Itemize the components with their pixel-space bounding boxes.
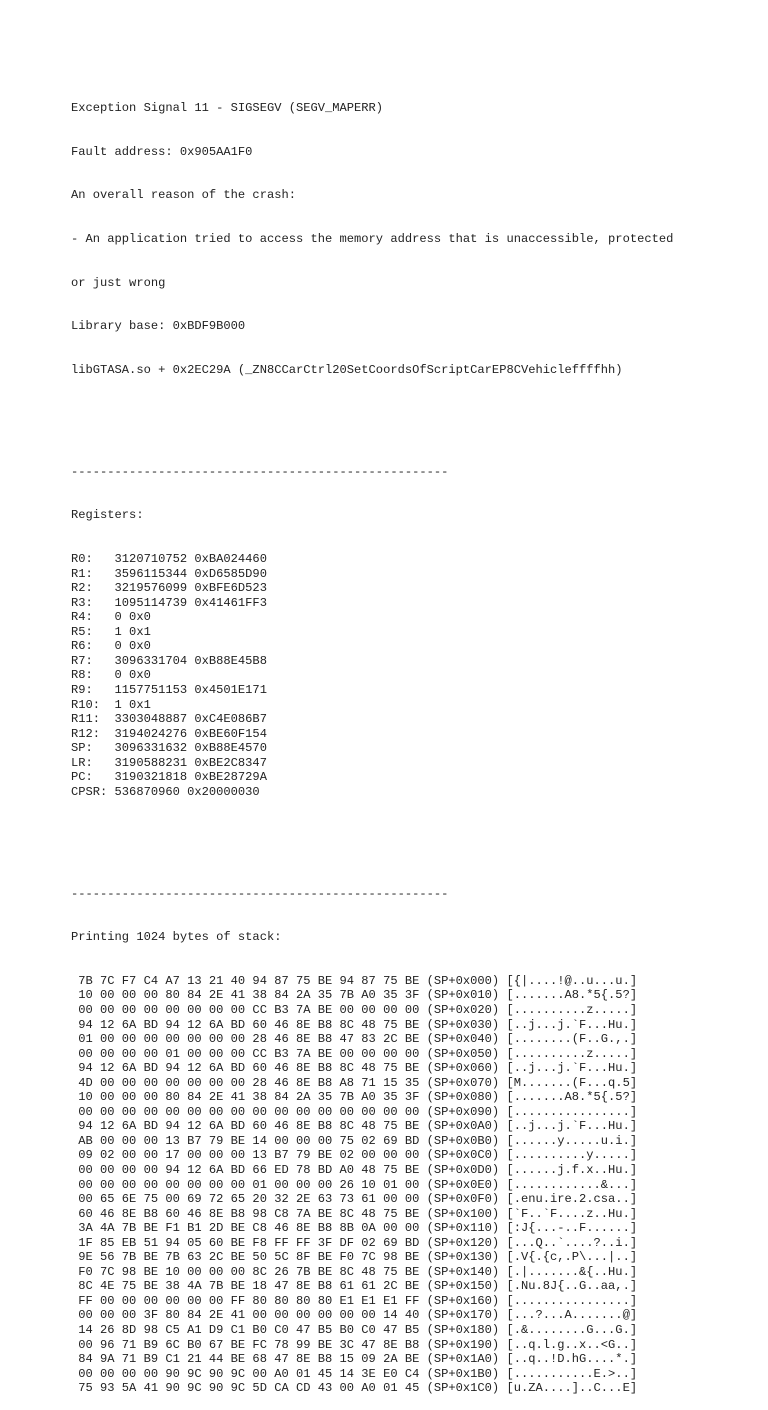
stack-row: 01 00 00 00 00 00 00 00 28 46 8E B8 47 83 2C BE (SP+0x040) [........(F..G.,.] — [71, 1032, 638, 1047]
stack-row: 00 00 00 00 00 00 00 00 01 00 00 00 26 10 01 00 (SP+0x0E0) [............&...] — [71, 1177, 638, 1192]
stack-row: 00 00 00 00 00 00 00 00 00 00 00 00 00 00 00 00 (SP+0x090) [................] — [71, 1104, 638, 1119]
stack-row: 4D 00 00 00 00 00 00 00 28 46 8E B8 A8 71 15 35 (SP+0x070) [M.......(F...q.5] — [71, 1075, 638, 1090]
stack-row: 00 00 00 00 01 00 00 00 CC B3 7A BE 00 00 00 00 (SP+0x050) [..........z.....] — [71, 1046, 638, 1061]
register-row: R3: 1095114739 0x41461FF3 — [71, 595, 267, 610]
register-row: R5: 1 0x1 — [71, 624, 151, 639]
reason-title: An overall reason of the crash: — [71, 188, 296, 203]
register-row: R11: 3303048887 0xC4E086B7 — [71, 712, 267, 727]
register-row: R7: 3096331704 0xB88E45B8 — [71, 653, 267, 668]
library-base-line: Library base: 0xBDF9B000 — [71, 319, 246, 334]
register-row: R4: 0 0x0 — [71, 610, 151, 625]
stack-row: FF 00 00 00 00 00 00 FF 80 80 80 80 E1 E1 E1 FF (SP+0x160) [................] — [71, 1293, 638, 1308]
stack-row: 75 93 5A 41 90 9C 90 9C 5D CA CD 43 00 A0 01 45 (SP+0x1C0) [u.ZA....]..C...E] — [71, 1381, 638, 1396]
stack-row: F0 7C 98 BE 10 00 00 00 8C 26 7B BE 8C 48 75 BE (SP+0x140) [.|.......&{..Hu.] — [71, 1264, 638, 1279]
stack-row: 7B 7C F7 C4 A7 13 21 40 94 87 75 BE 94 87 75 BE (SP+0x000) [{|....!@..u...u.] — [71, 973, 638, 988]
stack-row: 00 00 00 00 94 12 6A BD 66 ED 78 BD A0 48 75 BE (SP+0x0D0) [......j.f.x..Hu.] — [71, 1163, 638, 1178]
blank-line — [71, 828, 768, 843]
registers-title: Registers: — [71, 508, 144, 523]
stack-row: 14 26 8D 98 C5 A1 D9 C1 B0 C0 47 B5 B0 C0 47 B5 (SP+0x180) [.&........G...G.] — [71, 1323, 638, 1338]
stack-dump — [71, 974, 768, 1396]
reason-line-1: - An application tried to access the memory address that is unaccessible, protected — [71, 232, 674, 247]
stack-row: 84 9A 71 B9 C1 21 44 BE 68 47 8E B8 15 09 2A BE (SP+0x1A0) [..q..!D.hG....*.] — [71, 1352, 638, 1367]
fault-address-line: Fault address: 0x905AA1F0 — [71, 144, 253, 159]
register-row: R9: 1157751153 0x4501E171 — [71, 682, 267, 697]
register-row: R1: 3596115344 0xD6585D90 — [71, 566, 267, 581]
signal-line: Exception Signal 11 - SIGSEGV (SEGV_MAPERR) — [71, 101, 384, 116]
register-row: R6: 0 0x0 — [71, 639, 151, 654]
register-row: R10: 1 0x1 — [71, 697, 151, 712]
reason-line-2: or just wrong — [71, 275, 166, 290]
stack-row: 00 00 00 3F 80 84 2E 41 00 00 00 00 00 00 14 40 (SP+0x170) [...?...A.......@] — [71, 1308, 638, 1323]
stack-row: 9E 56 7B BE 7B 63 2C BE 50 5C 8F BE F0 7C 98 BE (SP+0x130) [.V{.{c,.P\...|..] — [71, 1250, 638, 1265]
separator-stack: ---------------------------------------------------- — [71, 886, 449, 901]
register-row: SP: 3096331632 0xB88E4570 — [71, 741, 267, 756]
crash-log-document — [71, 72, 768, 1410]
register-row: CPSR: 536870960 0x20000030 — [71, 784, 260, 799]
stack-row: 09 02 00 00 17 00 00 00 13 B7 79 BE 02 00 00 00 (SP+0x0C0) [..........y.....] — [71, 1148, 638, 1163]
stack-row: AB 00 00 00 13 B7 79 BE 14 00 00 00 75 02 69 BD (SP+0x0B0) [......y.....u.i.] — [71, 1133, 638, 1148]
stack-row: 94 12 6A BD 94 12 6A BD 60 46 8E B8 8C 48 75 BE (SP+0x0A0) [..j...j.`F...Hu.] — [71, 1119, 638, 1134]
stack-row: 3A 4A 7B BE F1 B1 2D BE C8 46 8E B8 8B 0A 00 00 (SP+0x110) [:J{...-..F......] — [71, 1221, 638, 1236]
register-row: R12: 3194024276 0xBE60F154 — [71, 726, 267, 741]
stack-row: 60 46 8E B8 60 46 8E B8 98 C8 7A BE 8C 48 75 BE (SP+0x100) [`F..`F....z..Hu.] — [71, 1206, 638, 1221]
stack-row: 10 00 00 00 80 84 2E 41 38 84 2A 35 7B A0 35 3F (SP+0x080) [.......A8.*5{.5?] — [71, 1090, 638, 1105]
register-row: LR: 3190588231 0xBE2C8347 — [71, 755, 267, 770]
stack-row: 00 96 71 B9 6C B0 67 BE FC 78 99 BE 3C 47 8E B8 (SP+0x190) [..q.l.g..x..<G..] — [71, 1337, 638, 1352]
register-row: R2: 3219576099 0xBFE6D523 — [71, 581, 267, 596]
register-row: R0: 3120710752 0xBA024460 — [71, 552, 267, 567]
stack-row: 00 65 6E 75 00 69 72 65 20 32 2E 63 73 61 00 00 (SP+0x0F0) [.enu.ire.2.csa..] — [71, 1192, 638, 1207]
separator-registers: ---------------------------------------------------- — [71, 464, 449, 479]
registers-list — [71, 552, 768, 799]
stack-row: 00 00 00 00 90 9C 90 9C 00 A0 01 45 14 3E E0 C4 (SP+0x1B0) [...........E.>..] — [71, 1366, 638, 1381]
stack-row: 8C 4E 75 BE 38 4A 7B BE 18 47 8E B8 61 61 2C BE (SP+0x150) [.Nu.8J{..G..aa,.] — [71, 1279, 638, 1294]
stack-title: Printing 1024 bytes of stack: — [71, 930, 282, 945]
library-symbol-line: libGTASA.so + 0x2EC29A (_ZN8CCarCtrl20SetCoordsOfScriptCarEP8CVehicleffffhh) — [71, 362, 623, 377]
register-row: PC: 3190321818 0xBE28729A — [71, 770, 267, 785]
stack-row: 94 12 6A BD 94 12 6A BD 60 46 8E B8 8C 48 75 BE (SP+0x060) [..j...j.`F...Hu.] — [71, 1061, 638, 1076]
stack-row: 10 00 00 00 80 84 2E 41 38 84 2A 35 7B A0 35 3F (SP+0x010) [.......A8.*5{.5?] — [71, 988, 638, 1003]
blank-line — [71, 407, 768, 422]
stack-row: 94 12 6A BD 94 12 6A BD 60 46 8E B8 8C 48 75 BE (SP+0x030) [..j...j.`F...Hu.] — [71, 1017, 638, 1032]
register-row: R8: 0 0x0 — [71, 668, 151, 683]
stack-row: 1F 85 EB 51 94 05 60 BE F8 FF FF 3F DF 02 69 BD (SP+0x120) [...Q..`....?..i.] — [71, 1235, 638, 1250]
stack-row: 00 00 00 00 00 00 00 00 CC B3 7A BE 00 00 00 00 (SP+0x020) [..........z.....] — [71, 1003, 638, 1017]
